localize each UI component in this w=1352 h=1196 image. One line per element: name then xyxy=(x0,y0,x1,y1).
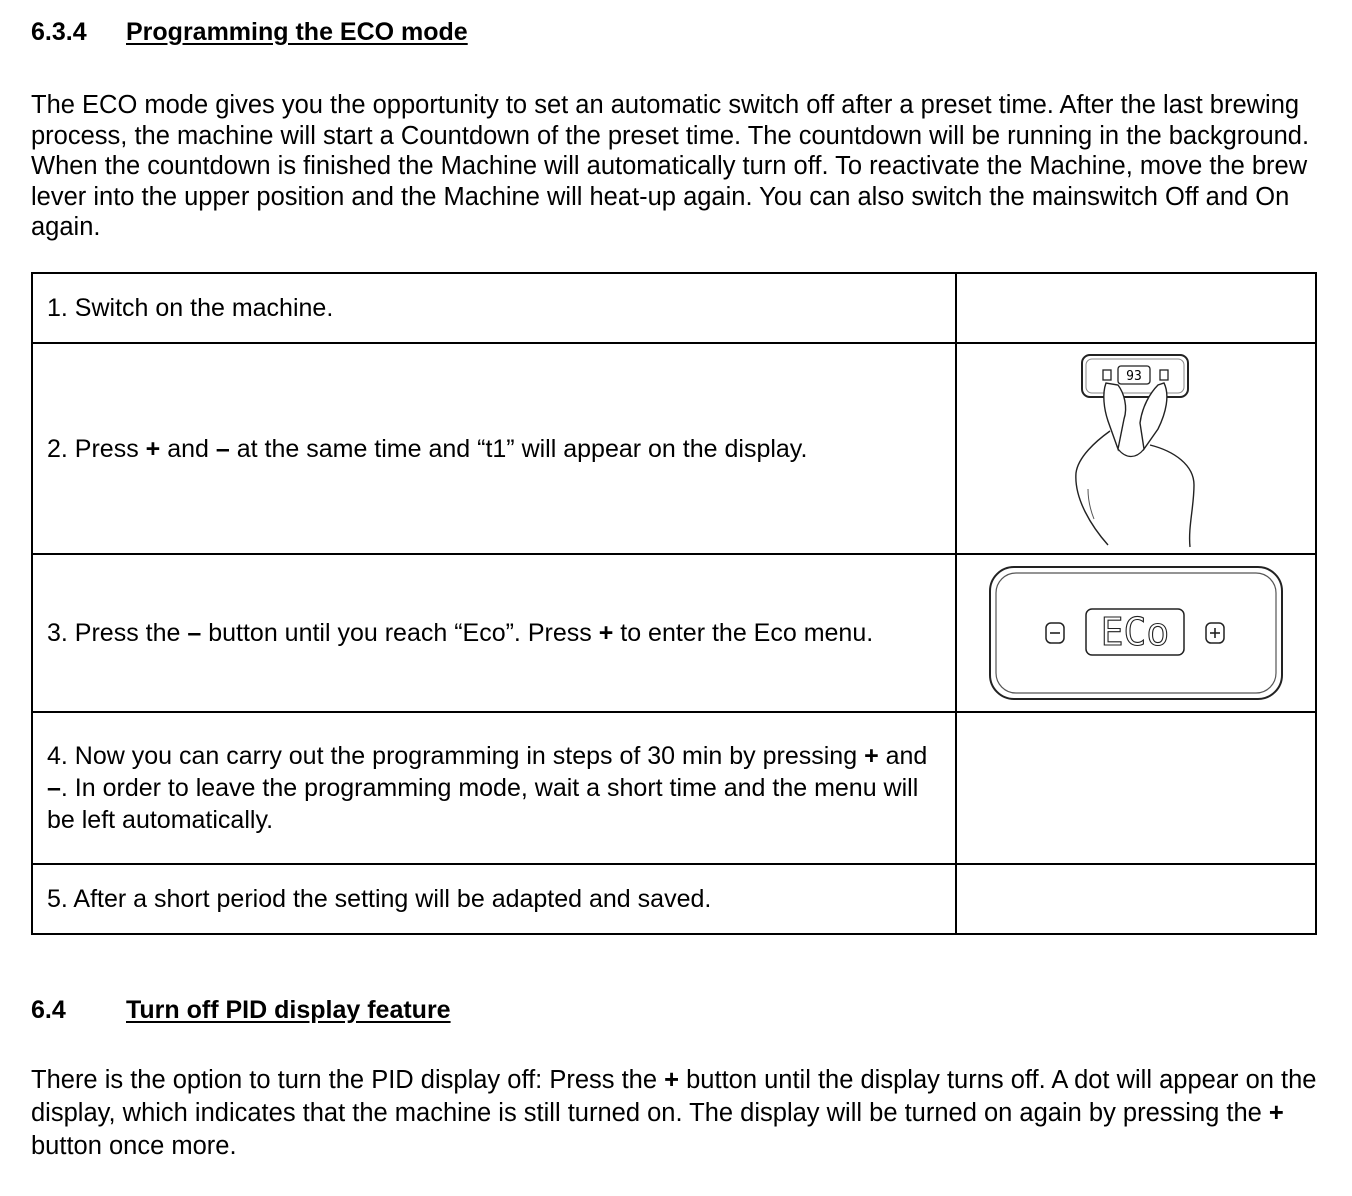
plus-symbol: + xyxy=(664,1066,680,1094)
steps-table xyxy=(31,272,1317,935)
step-image-cell xyxy=(956,343,1316,554)
section-title: Programming the ECO mode xyxy=(126,18,468,46)
plus-symbol: + xyxy=(1268,1099,1284,1127)
table-row xyxy=(32,554,1316,712)
eco-intro-paragraph: The ECO mode gives you the opportunity to set an automatic switch off after a preset time. After the last brewing process, the machine will start a Countdown of the preset time. The countdown will be running in the background. When the countdown is finished the Machine will automatically turn off. To reactivate the Machine, move the brew lever into the upper position and the Machine will heat-up again. You can also switch the mainswitch Off and On again. xyxy=(31,91,1310,241)
step-text: 5. After a short period the setting will be adapted and saved. xyxy=(32,864,956,934)
section-number: 6.4 xyxy=(31,996,66,1024)
step-text: 1. Switch on the machine. xyxy=(32,273,956,343)
step-image-cell xyxy=(956,273,1316,343)
step-text: 4. Now you can carry out the programming in steps of 30 min by pressing + and –. In order to leave the programming mode, wait a short time and the menu will be left automatically. xyxy=(32,712,956,864)
hand-pressing-buttons-icon xyxy=(1066,349,1206,549)
step-image-cell xyxy=(956,712,1316,864)
minus-symbol: – xyxy=(215,434,230,463)
display-eco-icon xyxy=(986,563,1286,703)
section-title: Turn off PID display feature xyxy=(126,996,451,1024)
plus-symbol: + xyxy=(864,742,879,770)
table-row xyxy=(32,712,1316,864)
table-row xyxy=(32,273,1316,343)
section-heading-eco xyxy=(31,18,468,47)
svg-text:93: 93 xyxy=(1126,368,1142,384)
step-text: 3. Press the – button until you reach “Eco”. Press + to enter the Eco menu. xyxy=(32,554,956,712)
plus-symbol: + xyxy=(145,434,161,463)
minus-symbol: – xyxy=(47,774,61,802)
table-row xyxy=(32,864,1316,934)
step-text: 2. Press + and – at the same time and “t1” will appear on the display. xyxy=(32,343,956,554)
svg-text:ECo: ECo xyxy=(1100,610,1170,654)
section-heading-pid xyxy=(31,996,451,1025)
step-image-cell xyxy=(956,554,1316,712)
minus-symbol: – xyxy=(187,619,202,647)
step-image-cell xyxy=(956,864,1316,934)
section-number: 6.3.4 xyxy=(31,18,87,46)
table-row xyxy=(32,343,1316,554)
plus-symbol: + xyxy=(598,619,614,647)
pid-paragraph: There is the option to turn the PID display off: Press the + button until the display turns off. A dot will appear on the display, which indicates that the machine is still turned on. The display will be turned on again by pressing the + button once more. xyxy=(31,1066,1317,1160)
